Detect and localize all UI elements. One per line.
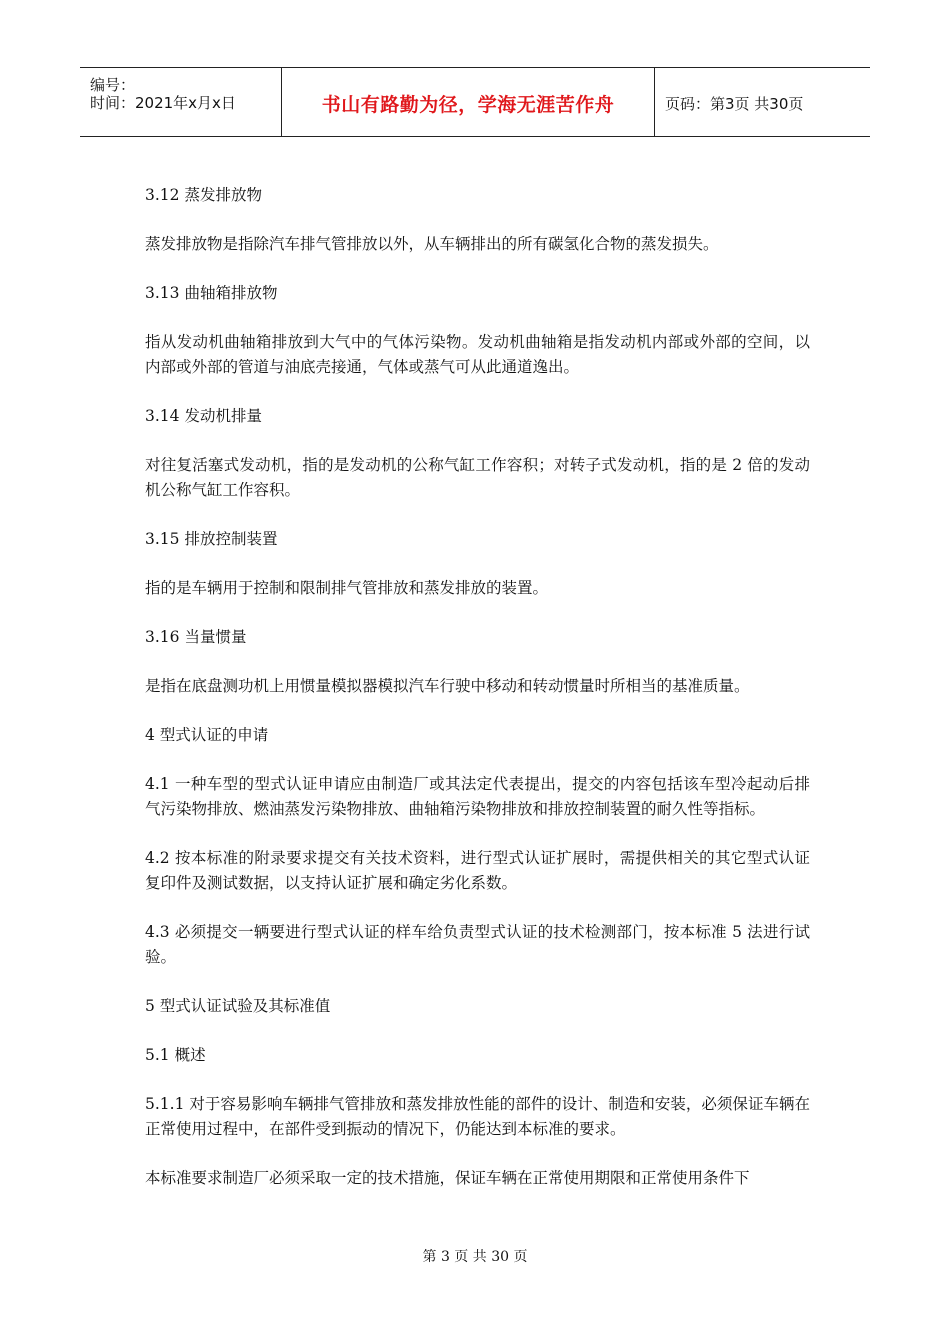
section-heading: 3.15 排放控制装置 (145, 530, 278, 548)
header-motto: 书山有路勤为径，学海无涯苦作舟 (321, 94, 615, 116)
paragraph: 是指在底盘测功机上用惯量模拟器模拟汽车行驶中移动和转动惯量时所相当的基准质量。 (145, 677, 750, 695)
section-heading: 3.13 曲轴箱排放物 (145, 284, 278, 302)
section-heading: 5.1 概述 (145, 1046, 206, 1064)
header-motto-cell (281, 68, 655, 136)
section-heading: 5 型式认证试验及其标准值 (145, 997, 331, 1015)
paragraph: 4.3 必须提交一辆要进行型式认证的样车给负责型式认证的技术检测部门，按本标准 5 法进行试验。 (145, 923, 810, 966)
header-page-label: 页码：第3页 共30页 (665, 95, 804, 113)
document-body (145, 183, 810, 1215)
paragraph: 指的是车辆用于控制和限制排气管排放和蒸发排放的装置。 (145, 579, 549, 597)
page-header (80, 67, 870, 137)
paragraph: 5.1.1 对于容易影响车辆排气管排放和蒸发排放性能的部件的设计、制造和安装，必须保证车辆在正常使用过程中，在部件受到振动的情况下，仍能达到本标准的要求。 (145, 1095, 810, 1138)
section-heading: 3.12 蒸发排放物 (145, 186, 262, 204)
paragraph: 指从发动机曲轴箱排放到大气中的气体污染物。发动机曲轴箱是指发动机内部或外部的空间，以内部或外部的管道与油底壳接通，气体或蒸气可从此通道逸出。 (145, 333, 810, 376)
paragraph: 4.2 按本标准的附录要求提交有关技术资料，进行型式认证扩展时，需提供相关的其它型式认证复印件及测试数据，以支持认证扩展和确定劣化系数。 (145, 849, 810, 892)
paragraph: 本标准要求制造厂必须采取一定的技术措施，保证车辆在正常使用期限和正常使用条件下 (145, 1169, 750, 1187)
section-heading: 4 型式认证的申请 (145, 726, 269, 744)
paragraph: 对往复活塞式发动机，指的是发动机的公称气缸工作容积；对转子式发动机，指的是 2 倍的发动机公称气缸工作容积。 (145, 456, 810, 499)
document-date-label: 时间：2021年x月x日 (90, 94, 236, 112)
header-info (80, 68, 280, 136)
section-heading: 3.14 发动机排量 (145, 407, 262, 425)
document-number-label: 编号： (90, 76, 136, 94)
paragraph: 蒸发排放物是指除汽车排气管排放以外，从车辆排出的所有碳氢化合物的蒸发损失。 (145, 235, 719, 253)
page-footer: 第 3 页 共 30 页 (422, 1249, 528, 1265)
paragraph: 4.1 一种车型的型式认证申请应由制造厂或其法定代表提出，提交的内容包括该车型冷起动后排气污染物排放、燃油蒸发污染物排放、曲轴箱污染物排放和排放控制装置的耐久性等指标。 (145, 775, 810, 818)
section-heading: 3.16 当量惯量 (145, 628, 247, 646)
